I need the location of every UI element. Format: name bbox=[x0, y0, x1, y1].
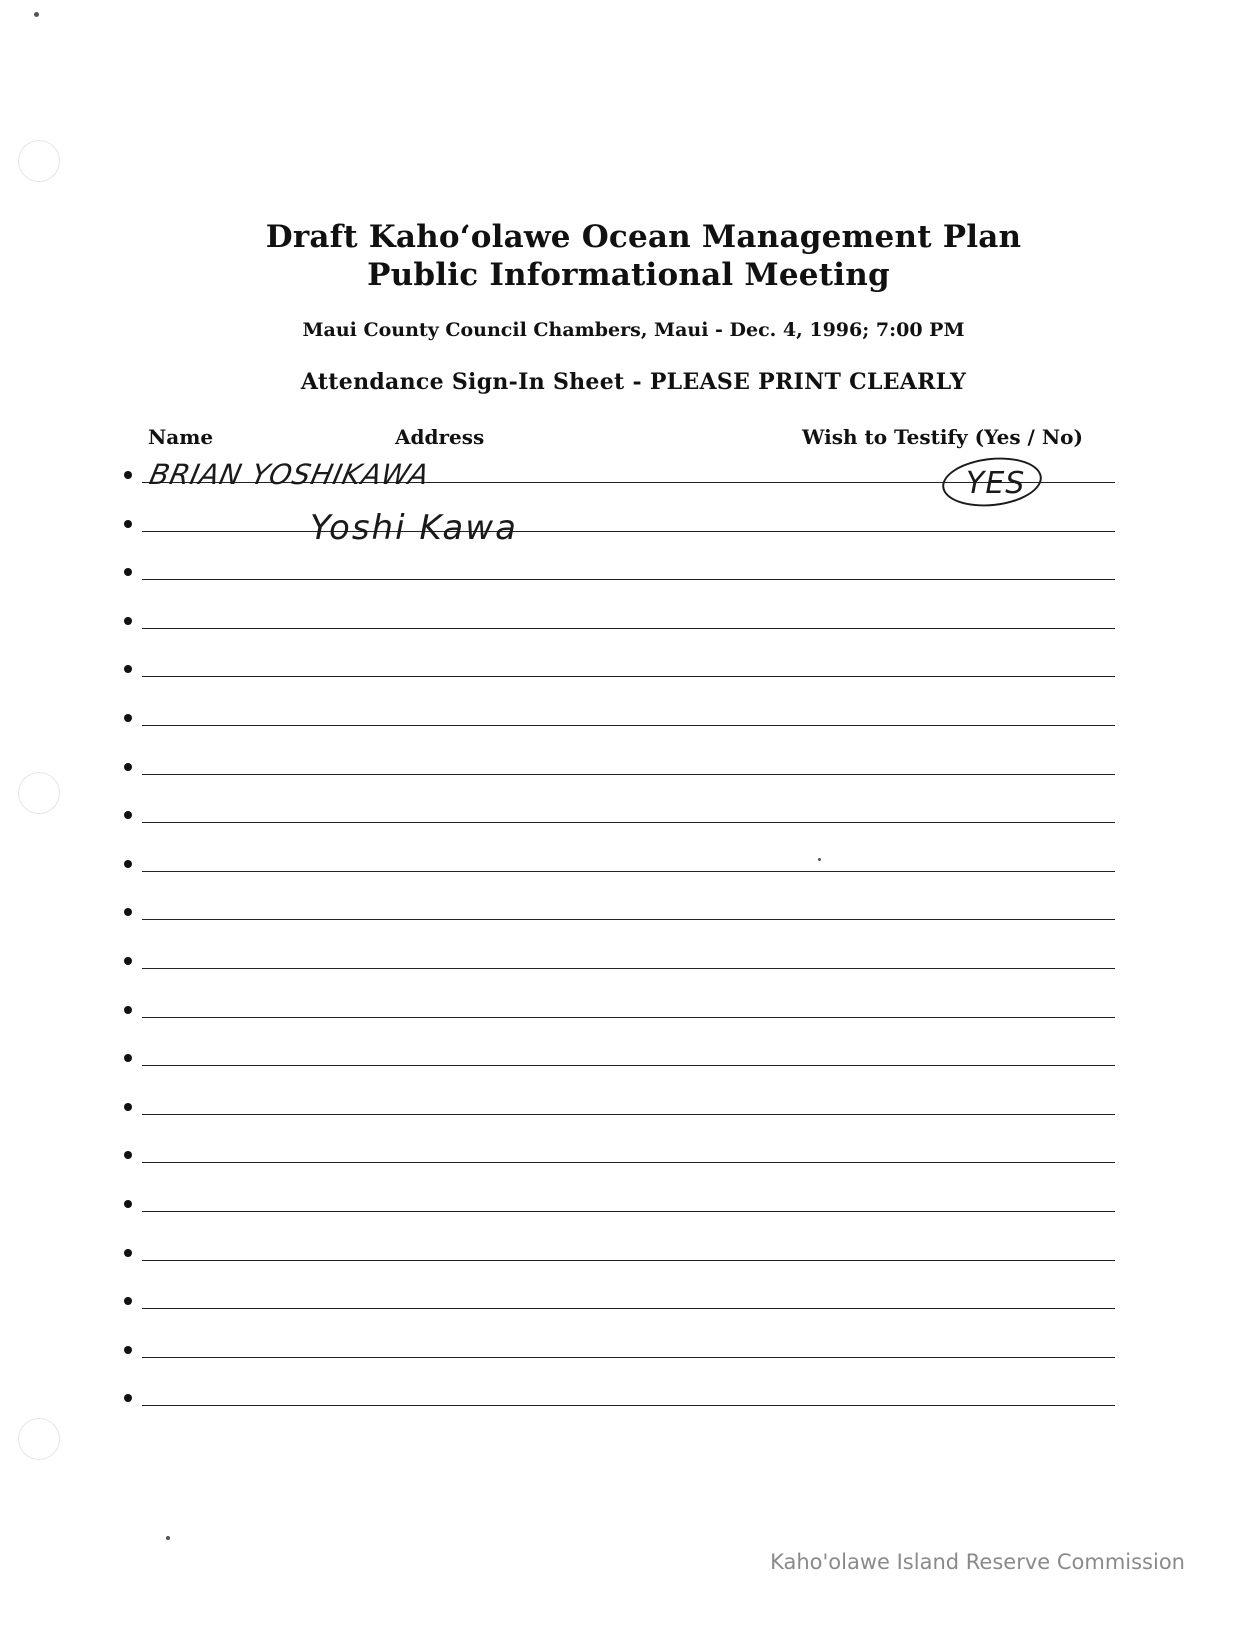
archive-watermark: Kaho'olawe Island Reserve Commission bbox=[770, 1550, 1185, 1574]
scan-speck bbox=[166, 1536, 170, 1540]
row-bullet bbox=[124, 860, 132, 868]
row-rule-line bbox=[142, 1357, 1115, 1358]
scan-speck bbox=[34, 12, 39, 17]
row-rule-line bbox=[142, 1065, 1115, 1066]
row-bullet bbox=[124, 1249, 132, 1257]
handwritten-name: BRIAN YOSHIKAWA bbox=[146, 458, 433, 491]
row-rule-line bbox=[142, 1162, 1115, 1163]
row-bullet bbox=[124, 1054, 132, 1062]
sign-in-row bbox=[120, 1097, 1115, 1117]
row-rule-line bbox=[142, 725, 1115, 726]
row-bullet bbox=[124, 1200, 132, 1208]
sign-in-row bbox=[120, 1145, 1115, 1165]
row-bullet bbox=[124, 1006, 132, 1014]
sign-in-row bbox=[120, 1000, 1115, 1020]
row-rule-line bbox=[142, 1260, 1115, 1261]
sign-in-row bbox=[120, 1291, 1115, 1311]
row-rule-line bbox=[142, 1211, 1115, 1212]
row-rule-line bbox=[142, 676, 1115, 677]
document-title: Draft Kaho‘olawe Ocean Management Plan bbox=[265, 219, 1022, 255]
column-header-testify: Wish to Testify (Yes / No) bbox=[802, 425, 1083, 449]
row-bullet bbox=[124, 1151, 132, 1159]
sign-in-row bbox=[120, 611, 1115, 631]
row-rule-line bbox=[142, 1114, 1115, 1115]
row-bullet bbox=[124, 1297, 132, 1305]
punch-hole bbox=[18, 772, 60, 814]
meeting-location-date: Maui County Council Chambers, Maui - Dec. 4, 1996; 7:00 PM bbox=[302, 319, 965, 341]
column-header-address: Address bbox=[395, 425, 485, 449]
row-rule-line bbox=[142, 968, 1115, 969]
sign-in-row bbox=[120, 514, 1115, 534]
punch-hole bbox=[18, 1418, 60, 1460]
row-rule-line bbox=[142, 871, 1115, 872]
row-bullet bbox=[124, 1103, 132, 1111]
sign-in-row bbox=[120, 902, 1115, 922]
sign-in-row bbox=[120, 1340, 1115, 1360]
row-bullet bbox=[124, 617, 132, 625]
row-bullet bbox=[124, 568, 132, 576]
column-header-name: Name bbox=[148, 425, 214, 449]
handwritten-name-line2: Yoshi Kawa bbox=[310, 508, 518, 548]
sign-in-row bbox=[120, 1194, 1115, 1214]
row-bullet bbox=[124, 665, 132, 673]
row-rule-line bbox=[142, 774, 1115, 775]
sign-in-row bbox=[120, 1388, 1115, 1408]
row-bullet bbox=[124, 1346, 132, 1354]
sign-in-row bbox=[120, 562, 1115, 582]
sheet-heading: Attendance Sign-In Sheet - PLEASE PRINT CLEARLY bbox=[300, 369, 967, 395]
row-rule-line bbox=[142, 822, 1115, 823]
row-bullet bbox=[124, 957, 132, 965]
sign-in-row bbox=[120, 854, 1115, 874]
row-bullet bbox=[124, 520, 132, 528]
sign-in-row bbox=[120, 1048, 1115, 1068]
sign-in-row bbox=[120, 757, 1115, 777]
sign-in-row bbox=[120, 805, 1115, 825]
row-rule-line bbox=[142, 1405, 1115, 1406]
document-subtitle-title: Public Informational Meeting bbox=[367, 257, 890, 293]
row-bullet bbox=[124, 763, 132, 771]
sign-in-row bbox=[120, 1243, 1115, 1263]
sign-in-row bbox=[120, 951, 1115, 971]
row-rule-line bbox=[142, 1308, 1115, 1309]
row-bullet bbox=[124, 714, 132, 722]
row-rule-line bbox=[142, 531, 1115, 532]
punch-hole bbox=[18, 140, 60, 182]
row-bullet bbox=[124, 1394, 132, 1402]
row-rule-line bbox=[142, 579, 1115, 580]
row-bullet bbox=[124, 471, 132, 479]
row-bullet bbox=[124, 908, 132, 916]
row-bullet bbox=[124, 811, 132, 819]
handwritten-testify-answer: YES bbox=[966, 466, 1026, 501]
sign-in-row bbox=[120, 659, 1115, 679]
sign-in-row bbox=[120, 708, 1115, 728]
row-rule-line bbox=[142, 628, 1115, 629]
row-rule-line bbox=[142, 1017, 1115, 1018]
row-rule-line bbox=[142, 919, 1115, 920]
